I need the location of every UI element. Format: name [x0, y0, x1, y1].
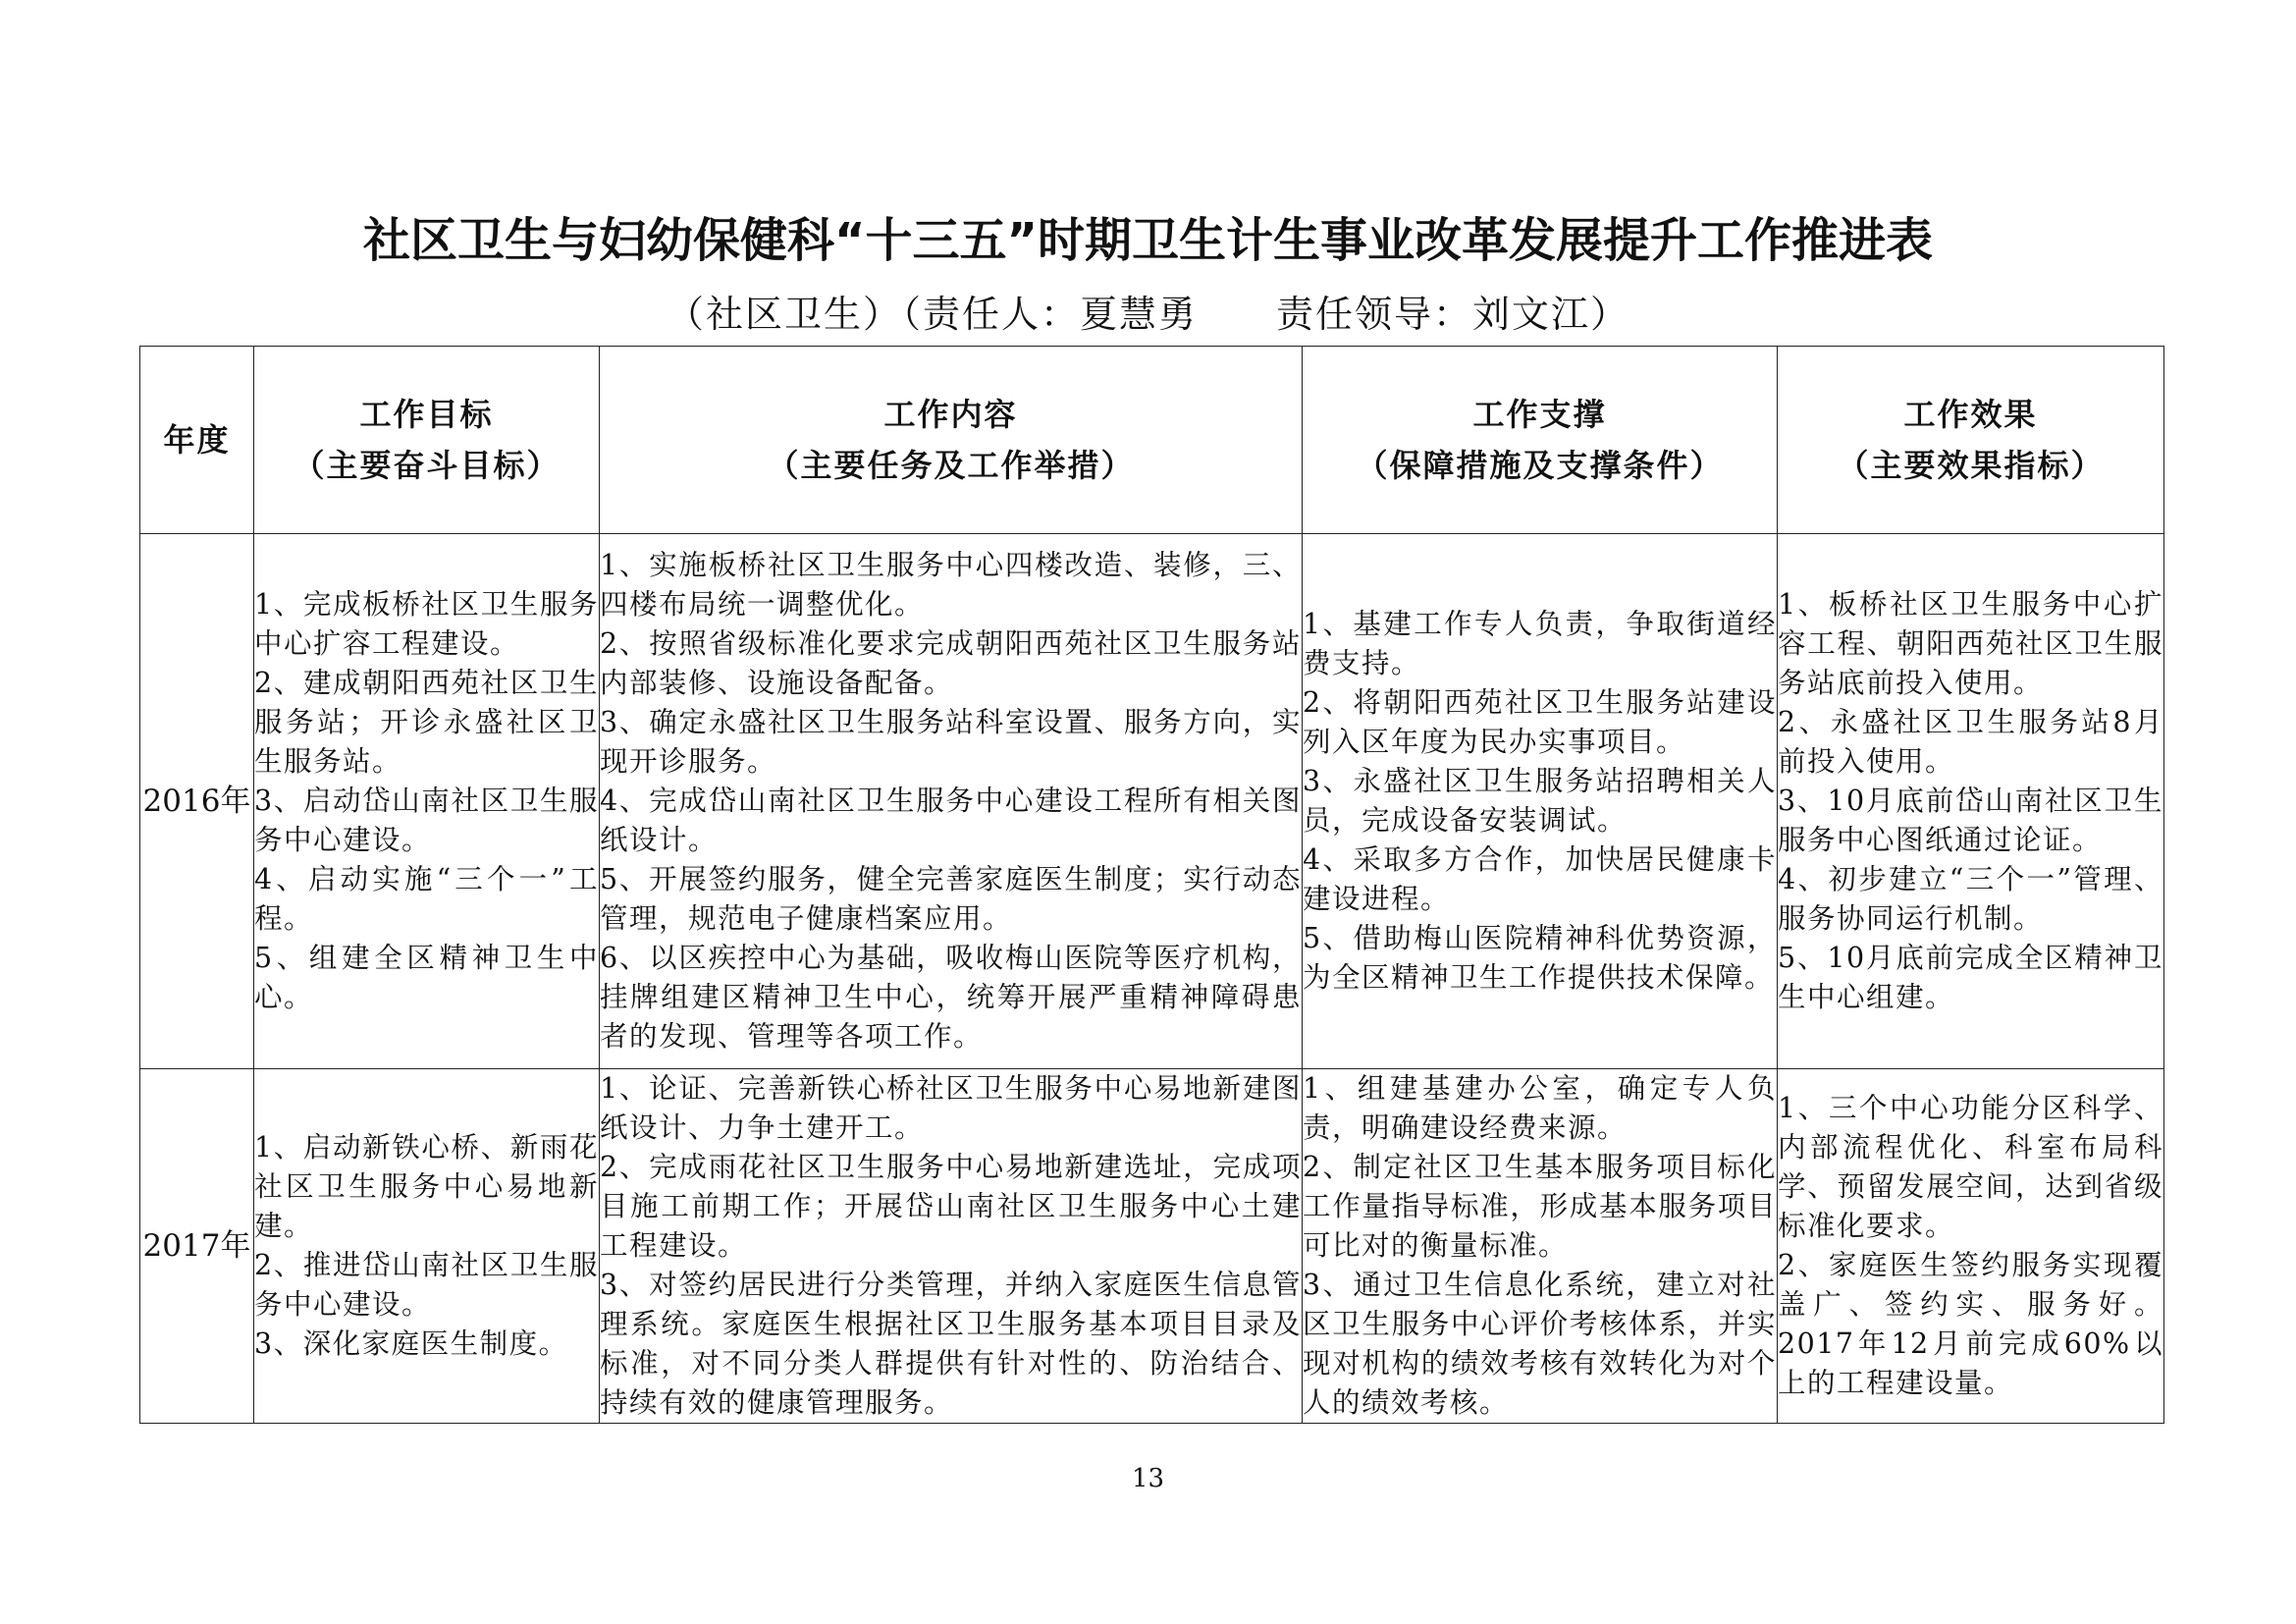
effect-item: 4、初步建立“三个一”管理、服务协同运行机制。 — [1778, 863, 2163, 935]
header-content-note: （主要任务及工作举措） — [767, 447, 1135, 484]
content-item: 5、开展签约服务，健全完善家庭医生制度；实行动态管理，规范电子健康档案应用。 — [600, 863, 1302, 935]
table-header-row — [140, 347, 2164, 534]
effect-item: 5、10月底前完成全区精神卫生中心组建。 — [1778, 942, 2163, 1013]
content-item: 1、论证、完善新铁心桥社区卫生服务中心易地新建图纸设计、力争土建开工。 — [600, 1072, 1302, 1144]
content-item: 6、以区疾控中心为基础，吸收梅山医院等医疗机构，挂牌组建区精神卫生中心，统筹开展严重精神障碍患者的发现、管理等各项工作。 — [600, 942, 1302, 1053]
support-cell — [1303, 1069, 1778, 1424]
header-year-label: 年度 — [163, 421, 231, 459]
goal-item: 1、完成板桥社区卫生服务中心扩容工程建设。 — [254, 588, 599, 660]
effect-cell — [1778, 534, 2164, 1069]
work-plan-table — [139, 346, 2164, 1424]
header-content — [600, 347, 1303, 534]
support-item: 3、永盛社区卫生服务站招聘相关人员，完成设备安装调试。 — [1303, 765, 1777, 837]
year-cell: 2016年 — [140, 534, 254, 1069]
goal-item: 5、组建全区精神卫生中心。 — [254, 942, 599, 1013]
header-goal-note: （主要奋斗目标） — [293, 447, 561, 484]
goal-item: 3、启动岱山南社区卫生服务中心建设。 — [254, 785, 599, 856]
subtitle-section: （社区卫生） — [666, 293, 902, 336]
header-effect-note: （主要效果指标） — [1837, 447, 2105, 484]
header-goal-title: 工作目标 — [359, 396, 494, 433]
effect-item: 1、三个中心功能分区科学、内部流程优化、科室布局科学、预留发展空间，达到省级标准化要求。 — [1778, 1092, 2163, 1242]
header-effect-title: 工作效果 — [1903, 396, 2038, 433]
document-title: 社区卫生与妇幼保健科“十三五”时期卫生计生事业改革发展提升工作推进表 — [362, 213, 1934, 268]
support-item: 1、基建工作专人负责，争取街道经费支持。 — [1303, 608, 1777, 679]
header-year — [140, 347, 254, 534]
content-item: 3、确定永盛社区卫生服务站科室设置、服务方向，实现开诊服务。 — [600, 706, 1302, 778]
support-item: 4、采取多方合作，加快居民健康卡建设进程。 — [1303, 843, 1777, 915]
content-item: 2、完成雨花社区卫生服务中心易地新建选址，完成项目施工前期工作；开展岱山南社区卫生服务中心土建工程建设。 — [600, 1151, 1302, 1262]
goal-item: 2、推进岱山南社区卫生服务中心建设。 — [254, 1249, 599, 1321]
header-support-title: 工作支撑 — [1472, 396, 1607, 433]
goal-cell — [254, 1069, 600, 1424]
table-row-2016 — [140, 534, 2164, 1069]
effect-cell — [1778, 1069, 2164, 1424]
subtitle-leader: 责任领导：刘文江） — [1276, 293, 1630, 336]
subtitle-responsible: （责任人：夏慧勇 — [901, 293, 1198, 336]
support-item: 1、组建基建办公室，确定专人负责，明确建设经费来源。 — [1303, 1072, 1777, 1144]
content-item: 4、完成岱山南社区卫生服务中心建设工程所有相关图纸设计。 — [600, 785, 1302, 856]
content-cell — [600, 534, 1303, 1069]
page-number: 13 — [1131, 1464, 1165, 1493]
support-item: 3、通过卫生信息化系统，建立对社区卫生服务中心评价考核体系，并实现对机构的绩效考核有效转化为对个人的绩效考核。 — [1303, 1269, 1777, 1419]
header-goal — [254, 347, 600, 534]
content-item: 1、实施板桥社区卫生服务中心四楼改造、装修，三、四楼布局统一调整优化。 — [600, 549, 1302, 621]
effect-item: 2、永盛社区卫生服务站8月前投入使用。 — [1778, 706, 2163, 778]
content-item: 2、按照省级标准化要求完成朝阳西苑社区卫生服务站内部装修、设施设备配备。 — [600, 627, 1302, 699]
year-cell: 2017年 — [140, 1069, 254, 1424]
effect-item: 3、10月底前岱山南社区卫生服务中心图纸通过论证。 — [1778, 785, 2163, 856]
content-item: 3、对签约居民进行分类管理，并纳入家庭医生信息管理系统。家庭医生根据社区卫生服务基本项目目录及标准，对不同分类人群提供有针对性的、防治结合、持续有效的健康管理服务。 — [600, 1269, 1302, 1419]
support-item: 2、将朝阳西苑社区卫生服务站建设列入区年度为民办实事项目。 — [1303, 686, 1777, 758]
header-support — [1303, 347, 1778, 534]
support-item: 5、借助梅山医院精神科优势资源，为全区精神卫生工作提供技术保障。 — [1303, 922, 1777, 994]
header-support-note: （保障措施及支撑条件） — [1356, 447, 1724, 484]
content-cell — [600, 1069, 1303, 1424]
goal-item: 2、建成朝阳西苑社区卫生服务站；开诊永盛社区卫生服务站。 — [254, 667, 599, 778]
effect-item: 1、板桥社区卫生服务中心扩容工程、朝阳西苑社区卫生服务站底前投入使用。 — [1778, 588, 2163, 699]
document-subtitle — [0, 289, 2296, 340]
header-content-title: 工作内容 — [883, 396, 1018, 433]
goal-item: 3、深化家庭医生制度。 — [254, 1327, 568, 1360]
header-effect — [1778, 347, 2164, 534]
support-item: 2、制定社区卫生基本服务项目标化工作量指导标准，形成基本服务项目可比对的衡量标准。 — [1303, 1151, 1777, 1262]
goal-cell — [254, 534, 600, 1069]
table-row-2017 — [140, 1069, 2164, 1424]
goal-item: 4、启动实施“三个一”工程。 — [254, 863, 599, 935]
goal-item: 1、启动新铁心桥、新雨花社区卫生服务中心易地新建。 — [254, 1131, 599, 1242]
effect-item: 2、家庭医生签约服务实现覆盖广、签约实、服务好。2017年12月前完成60%以上的工程建设量。 — [1778, 1249, 2163, 1399]
support-cell — [1303, 534, 1778, 1069]
